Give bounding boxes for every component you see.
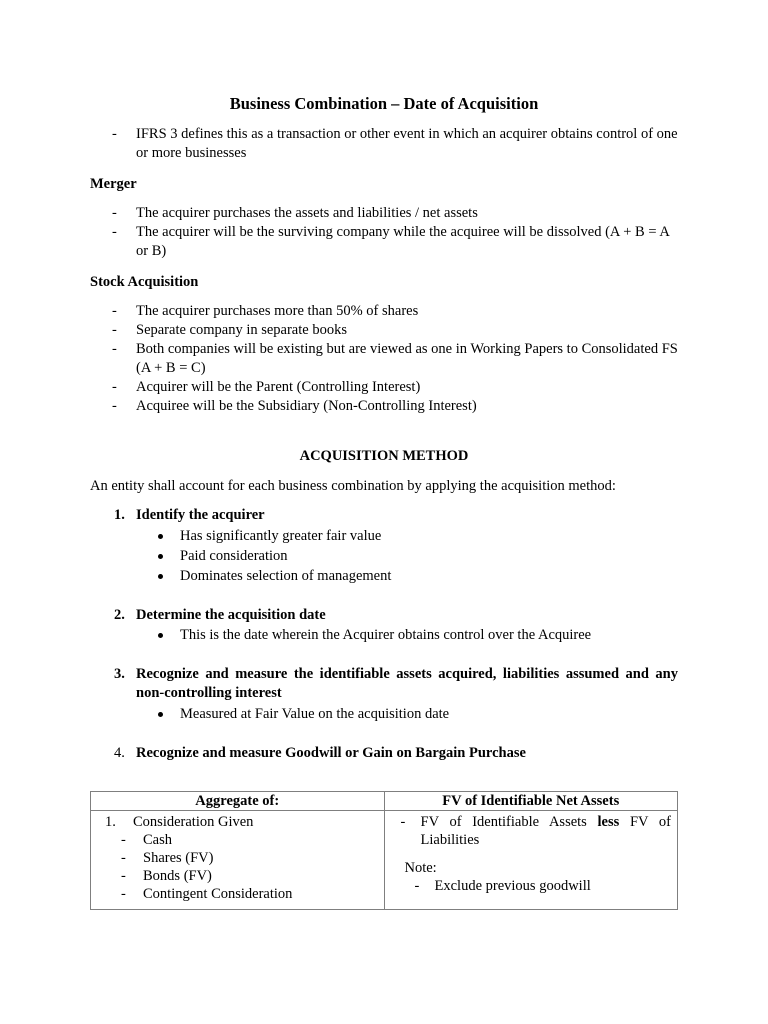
item-number: 1.	[105, 814, 116, 830]
item-text-b: FV of Liabilities	[420, 814, 671, 848]
step-number: 1.	[114, 507, 125, 523]
item-text-a: FV of Identifiable Assets	[420, 814, 598, 830]
merger-item: - The acquirer purchases the assets and liabilities / net assets	[90, 204, 678, 223]
step-1	[90, 506, 678, 525]
net-assets-cell	[384, 811, 678, 910]
stock-item: - Separate company in separate books	[90, 321, 678, 340]
note-label: Note:	[404, 860, 437, 876]
goodwill-table	[90, 791, 678, 910]
step-text: Recognize and measure Goodwill or Gain on Bargain Purchase	[136, 745, 526, 761]
acquisition-method-lead: An entity shall account for each business combination by applying the acquisition method:	[90, 478, 616, 494]
step-3-bullets	[136, 705, 676, 724]
stock-acquisition-heading: Stock Acquisition	[90, 274, 199, 290]
merger-item: - The acquirer will be the surviving company while the acquiree will be dissolved (A + B = A or B)	[90, 223, 678, 261]
step-number: 3.	[114, 666, 125, 682]
document-title: Business Combination – Date of Acquisition	[229, 94, 539, 113]
merger-heading: Merger	[90, 176, 137, 192]
stock-item: - Both companies will be existing but are viewed as one in Working Papers to Consolidated FS (A + B = C)	[90, 340, 678, 378]
consideration-sub-item: - Contingent Consideration	[97, 885, 378, 903]
consideration-sub-item: - Cash	[97, 831, 378, 849]
step-number: 2.	[114, 607, 125, 623]
net-assets-item	[391, 813, 672, 849]
table-header: Aggregate of:	[91, 792, 385, 811]
step-2	[90, 606, 678, 625]
stock-item: - The acquirer purchases more than 50% of shares	[90, 302, 678, 321]
bullet-item: Paid consideration	[136, 547, 676, 566]
step-1-bullets	[136, 527, 676, 586]
step-text: Determine the acquisition date	[136, 607, 326, 623]
merger-list	[90, 204, 678, 261]
stock-item: - Acquirer will be the Parent (Controlling Interest)	[90, 378, 678, 397]
bullet-item: This is the date wherein the Acquirer obtains control over the Acquiree	[136, 626, 676, 645]
note-item: - Exclude previous goodwill	[391, 877, 672, 895]
step-text: Recognize and measure the identifiable assets acquired, liabilities assumed and any non-controlling interest	[136, 666, 678, 701]
consideration-sub-item: - Shares (FV)	[97, 849, 378, 867]
step-text: Identify the acquirer	[136, 507, 265, 523]
item-text: Consideration Given	[133, 814, 254, 830]
intro-list	[90, 125, 678, 163]
consideration-sub-item: - Bonds (FV)	[97, 867, 378, 885]
bullet-item: Dominates selection of management	[136, 567, 676, 586]
step-3	[90, 665, 678, 703]
bullet-item: Has significantly greater fair value	[136, 527, 676, 546]
stock-item: - Acquiree will be the Subsidiary (Non-Controlling Interest)	[90, 397, 678, 416]
bullet-item: Measured at Fair Value on the acquisition date	[136, 705, 676, 724]
aggregate-cell	[91, 811, 385, 910]
consideration-given-item	[97, 813, 378, 831]
item-text-less: less	[597, 814, 620, 830]
step-2-bullets	[136, 626, 676, 645]
step-4	[90, 744, 678, 763]
table-header: FV of Identifiable Net Assets	[384, 792, 678, 811]
stock-acquisition-list	[90, 302, 678, 416]
acquisition-method-heading: ACQUISITION METHOD	[299, 448, 469, 464]
step-number: 4.	[114, 745, 125, 761]
intro-item: - IFRS 3 defines this as a transaction or other event in which an acquirer obtains control of one or more businesses	[90, 125, 678, 163]
